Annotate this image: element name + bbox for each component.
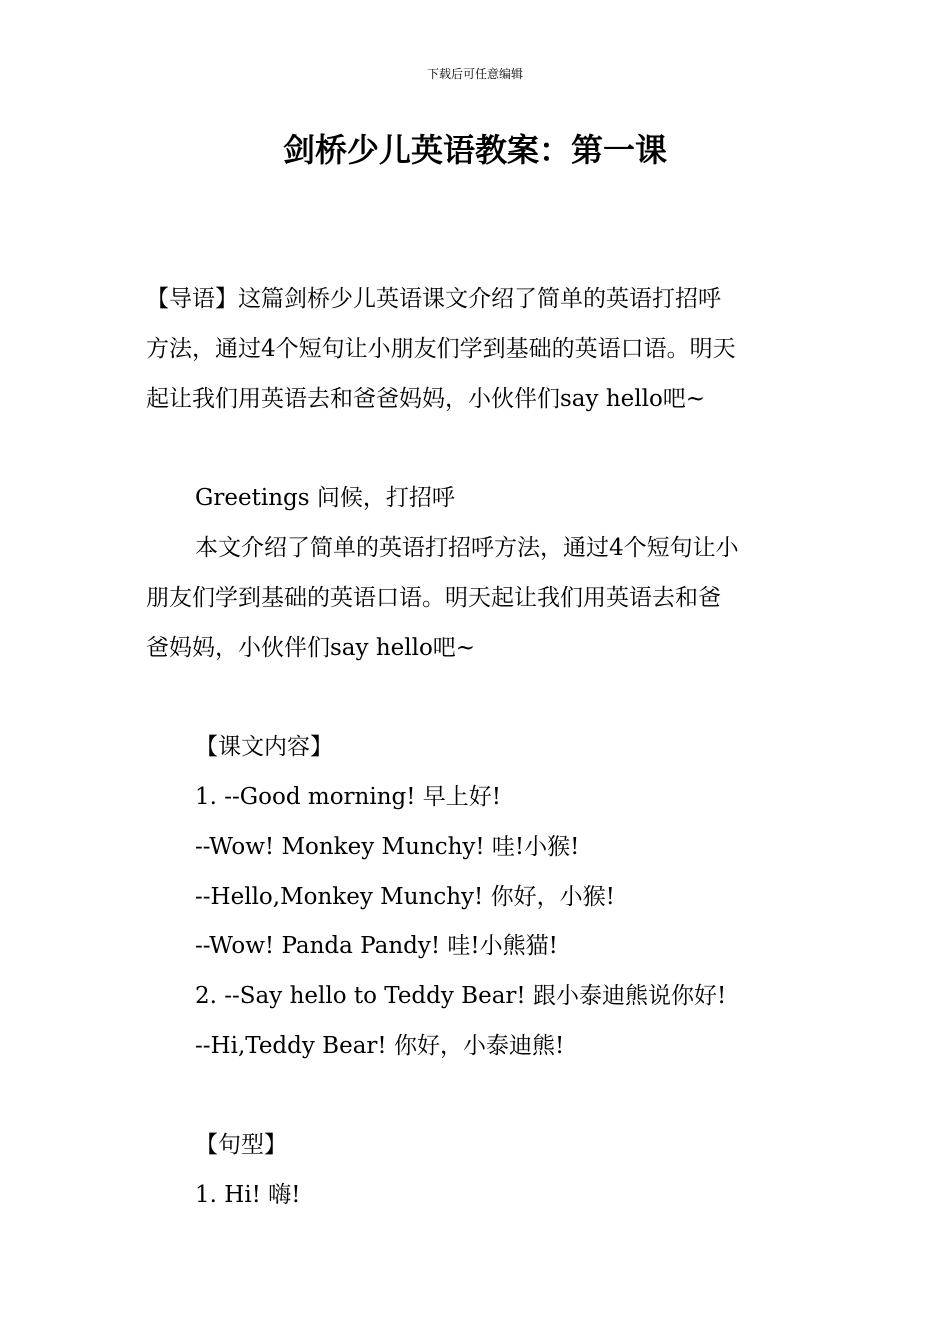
text-line: --Wow! Panda Pandy! 哇!小熊猫!: [195, 933, 558, 959]
greetings-body-line: 本文介绍了简单的英语打招呼方法，通过4个短句让小: [195, 535, 739, 561]
intro-line: 【导语】这篇剑桥少儿英语课文介绍了简单的英语打招呼: [146, 286, 721, 312]
intro-line: 起让我们用英语去和爸爸妈妈，小伙伴们say hello吧~: [146, 386, 706, 412]
intro-line: 方法，通过4个短句让小朋友们学到基础的英语口语。明天: [146, 336, 736, 362]
greetings-body-line: 爸妈妈，小伙伴们say hello吧~: [146, 635, 476, 661]
text-line: 1. --Good morning! 早上好!: [195, 784, 502, 810]
text-line: 2. --Say hello to Teddy Bear! 跟小泰迪熊说你好!: [195, 983, 727, 1009]
text-section-heading: 【课文内容】: [195, 734, 333, 760]
page-header-note: 下载后可任意编辑: [426, 67, 523, 81]
pattern-section-heading: 【句型】: [195, 1132, 287, 1158]
text-line: --Wow! Monkey Munchy! 哇!小猴!: [195, 834, 580, 860]
greetings-body-line: 朋友们学到基础的英语口语。明天起让我们用英语去和爸: [146, 585, 721, 611]
pattern-line: 1. Hi! 嗨!: [195, 1182, 301, 1208]
document-title: 剑桥少儿英语教案：第一课: [282, 131, 667, 169]
greetings-heading: Greetings 问候，打招呼: [195, 485, 455, 511]
text-line: --Hello,Monkey Munchy! 你好，小猴!: [195, 884, 615, 910]
text-line: --Hi,Teddy Bear! 你好，小泰迪熊!: [195, 1033, 565, 1059]
